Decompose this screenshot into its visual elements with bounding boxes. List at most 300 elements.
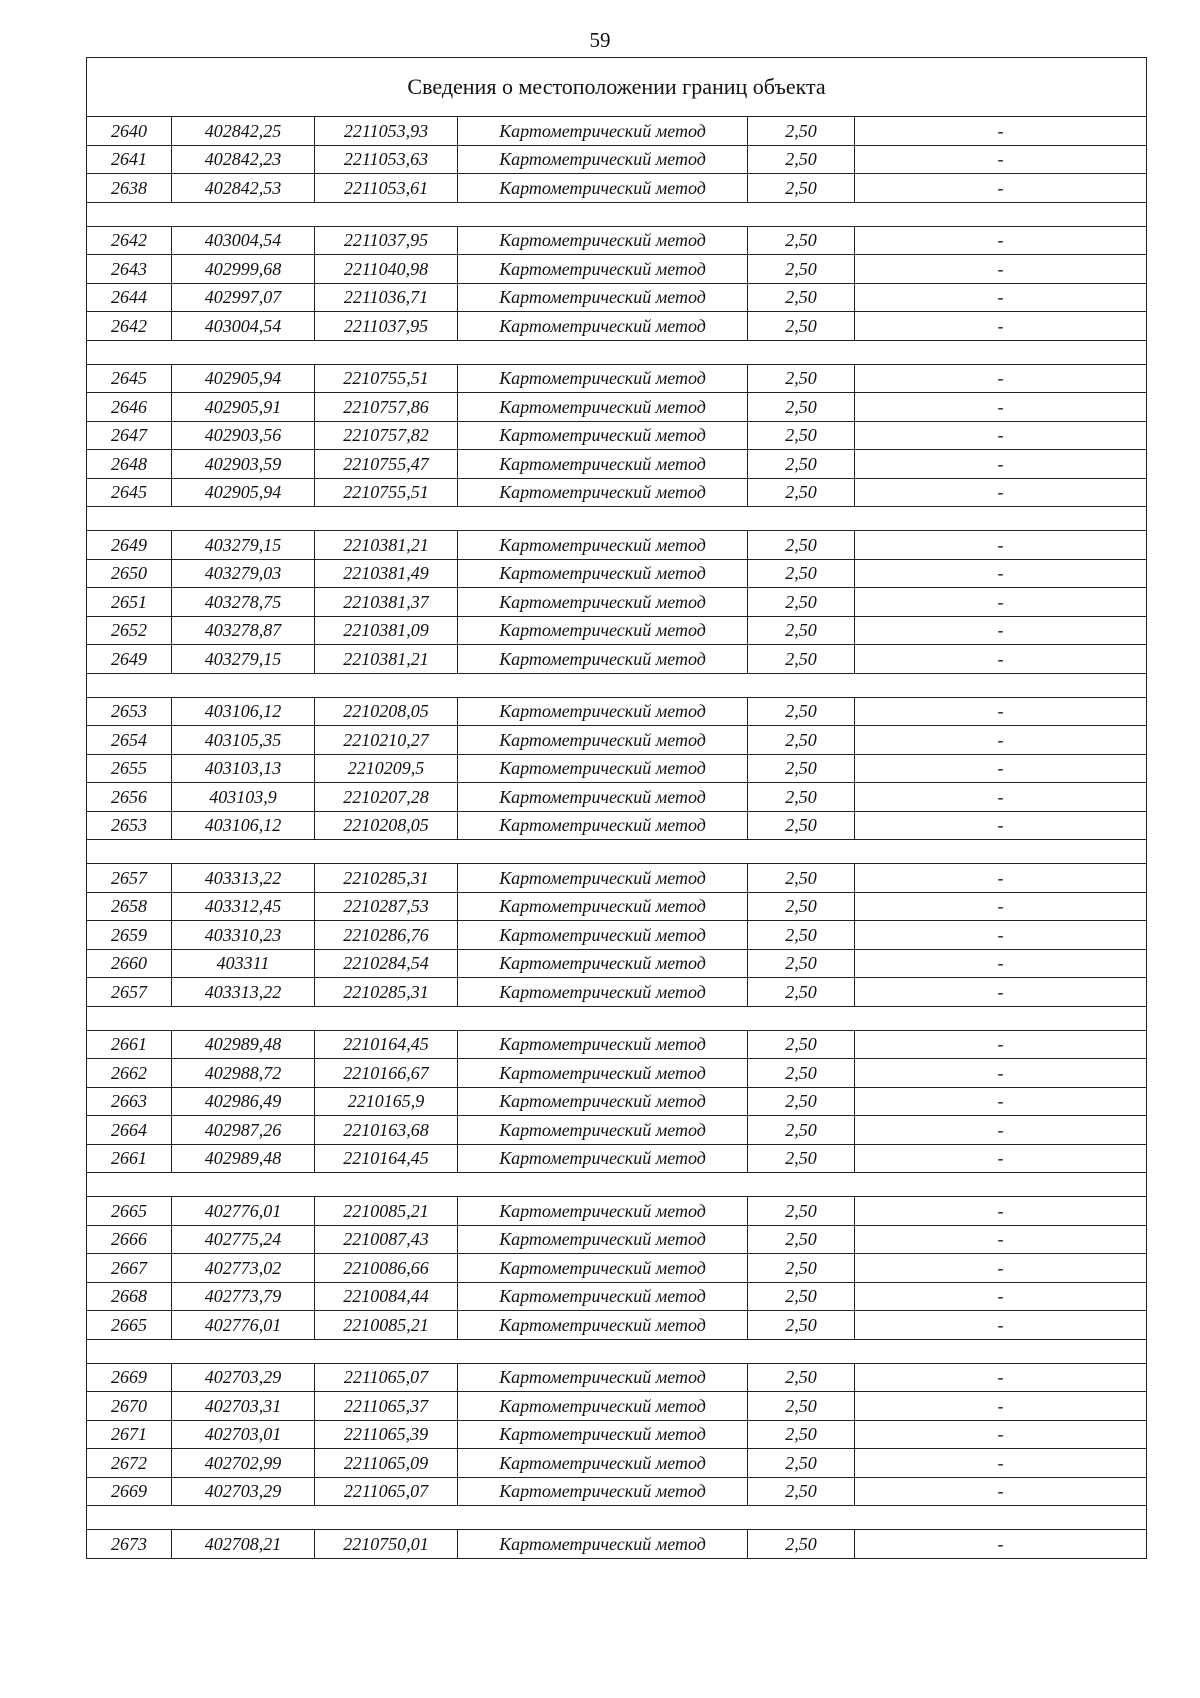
description-cell: -: [855, 1197, 1147, 1226]
method-cell: Картометрический метод: [458, 421, 748, 450]
method-cell: Картометрический метод: [458, 1449, 748, 1478]
description-cell: -: [855, 421, 1147, 450]
table-row: [87, 1392, 1147, 1421]
point-number-cell: 2667: [87, 1254, 172, 1283]
accuracy-cell: 2,50: [748, 978, 855, 1007]
x-coordinate-cell: 402987,26: [172, 1116, 315, 1145]
group-separator-row: [87, 1006, 1147, 1030]
x-coordinate-cell: 403278,75: [172, 588, 315, 617]
description-cell: -: [855, 393, 1147, 422]
accuracy-cell: 2,50: [748, 1030, 855, 1059]
x-coordinate-cell: 402773,79: [172, 1282, 315, 1311]
table-row: [87, 588, 1147, 617]
description-cell: -: [855, 1144, 1147, 1173]
method-cell: Картометрический метод: [458, 1363, 748, 1392]
description-cell: -: [855, 949, 1147, 978]
x-coordinate-cell: 402703,31: [172, 1392, 315, 1421]
y-coordinate-cell: 2210208,05: [315, 811, 458, 840]
description-cell: -: [855, 559, 1147, 588]
x-coordinate-cell: 402842,53: [172, 174, 315, 203]
table-row: [87, 1225, 1147, 1254]
group-separator-row: [87, 1506, 1147, 1530]
page-number: 59: [589, 28, 611, 52]
accuracy-cell: 2,50: [748, 421, 855, 450]
y-coordinate-cell: 2211040,98: [315, 255, 458, 284]
description-cell: -: [855, 1254, 1147, 1283]
y-coordinate-cell: 2210381,49: [315, 559, 458, 588]
accuracy-cell: 2,50: [748, 754, 855, 783]
description-cell: -: [855, 312, 1147, 341]
description-cell: -: [855, 1282, 1147, 1311]
method-cell: Картометрический метод: [458, 811, 748, 840]
x-coordinate-cell: 402989,48: [172, 1144, 315, 1173]
method-cell: Картометрический метод: [458, 478, 748, 507]
table-row: [87, 949, 1147, 978]
description-cell: -: [855, 754, 1147, 783]
description-cell: -: [855, 478, 1147, 507]
point-number-cell: 2653: [87, 811, 172, 840]
point-number-cell: 2654: [87, 726, 172, 755]
table-row: [87, 1449, 1147, 1478]
accuracy-cell: 2,50: [748, 531, 855, 560]
table-row: [87, 697, 1147, 726]
table-row: [87, 892, 1147, 921]
table-row: [87, 174, 1147, 203]
point-number-cell: 2653: [87, 697, 172, 726]
method-cell: Картометрический метод: [458, 117, 748, 146]
y-coordinate-cell: 2211037,95: [315, 312, 458, 341]
point-number-cell: 2656: [87, 783, 172, 812]
y-coordinate-cell: 2211037,95: [315, 226, 458, 255]
description-cell: -: [855, 697, 1147, 726]
y-coordinate-cell: 2210755,51: [315, 478, 458, 507]
x-coordinate-cell: 402989,48: [172, 1030, 315, 1059]
point-number-cell: 2652: [87, 616, 172, 645]
accuracy-cell: 2,50: [748, 811, 855, 840]
point-number-cell: 2661: [87, 1030, 172, 1059]
y-coordinate-cell: 2211065,07: [315, 1363, 458, 1392]
accuracy-cell: 2,50: [748, 588, 855, 617]
x-coordinate-cell: 402703,29: [172, 1363, 315, 1392]
accuracy-cell: 2,50: [748, 1392, 855, 1421]
x-coordinate-cell: 402776,01: [172, 1311, 315, 1340]
table-row: [87, 1144, 1147, 1173]
point-number-cell: 2649: [87, 531, 172, 560]
table-title: Сведения о местоположении границ объекта: [87, 58, 1147, 117]
y-coordinate-cell: 2211065,07: [315, 1477, 458, 1506]
method-cell: Картометрический метод: [458, 1477, 748, 1506]
table-title-row: [87, 58, 1147, 117]
x-coordinate-cell: 402842,25: [172, 117, 315, 146]
method-cell: Картометрический метод: [458, 364, 748, 393]
table-row: [87, 645, 1147, 674]
point-number-cell: 2648: [87, 450, 172, 479]
group-separator-row: [87, 340, 1147, 364]
x-coordinate-cell: 402703,29: [172, 1477, 315, 1506]
table-row: [87, 783, 1147, 812]
accuracy-cell: 2,50: [748, 1449, 855, 1478]
y-coordinate-cell: 2210084,44: [315, 1282, 458, 1311]
description-cell: -: [855, 783, 1147, 812]
method-cell: Картометрический метод: [458, 255, 748, 284]
accuracy-cell: 2,50: [748, 697, 855, 726]
accuracy-cell: 2,50: [748, 117, 855, 146]
x-coordinate-cell: 402775,24: [172, 1225, 315, 1254]
accuracy-cell: 2,50: [748, 1254, 855, 1283]
method-cell: Картометрический метод: [458, 1282, 748, 1311]
group-separator-cell: [87, 202, 1147, 226]
point-number-cell: 2657: [87, 864, 172, 893]
x-coordinate-cell: 403313,22: [172, 864, 315, 893]
accuracy-cell: 2,50: [748, 864, 855, 893]
accuracy-cell: 2,50: [748, 174, 855, 203]
point-number-cell: 2645: [87, 364, 172, 393]
table-row: [87, 921, 1147, 950]
point-number-cell: 2651: [87, 588, 172, 617]
table-row: [87, 1282, 1147, 1311]
y-coordinate-cell: 2210209,5: [315, 754, 458, 783]
y-coordinate-cell: 2210207,28: [315, 783, 458, 812]
point-number-cell: 2657: [87, 978, 172, 1007]
x-coordinate-cell: 403106,12: [172, 811, 315, 840]
y-coordinate-cell: 2210755,47: [315, 450, 458, 479]
table-row: [87, 531, 1147, 560]
description-cell: -: [855, 588, 1147, 617]
table-row: [87, 1197, 1147, 1226]
method-cell: Картометрический метод: [458, 1530, 748, 1559]
point-number-cell: 2638: [87, 174, 172, 203]
accuracy-cell: 2,50: [748, 255, 855, 284]
method-cell: Картометрический метод: [458, 559, 748, 588]
method-cell: Картометрический метод: [458, 1392, 748, 1421]
point-number-cell: 2641: [87, 145, 172, 174]
accuracy-cell: 2,50: [748, 226, 855, 255]
accuracy-cell: 2,50: [748, 1116, 855, 1145]
x-coordinate-cell: 402703,01: [172, 1420, 315, 1449]
x-coordinate-cell: 403312,45: [172, 892, 315, 921]
accuracy-cell: 2,50: [748, 1363, 855, 1392]
point-number-cell: 2672: [87, 1449, 172, 1478]
point-number-cell: 2642: [87, 312, 172, 341]
x-coordinate-cell: 402842,23: [172, 145, 315, 174]
y-coordinate-cell: 2211053,93: [315, 117, 458, 146]
method-cell: Картометрический метод: [458, 697, 748, 726]
group-separator-row: [87, 1173, 1147, 1197]
method-cell: Картометрический метод: [458, 1030, 748, 1059]
x-coordinate-cell: 402905,94: [172, 364, 315, 393]
method-cell: Картометрический метод: [458, 1311, 748, 1340]
point-number-cell: 2640: [87, 117, 172, 146]
x-coordinate-cell: 403103,9: [172, 783, 315, 812]
x-coordinate-cell: 403279,15: [172, 531, 315, 560]
method-cell: Картометрический метод: [458, 588, 748, 617]
x-coordinate-cell: 402773,02: [172, 1254, 315, 1283]
accuracy-cell: 2,50: [748, 1282, 855, 1311]
table-row: [87, 559, 1147, 588]
method-cell: Картометрический метод: [458, 1225, 748, 1254]
x-coordinate-cell: 403279,15: [172, 645, 315, 674]
point-number-cell: 2662: [87, 1059, 172, 1088]
method-cell: Картометрический метод: [458, 616, 748, 645]
point-number-cell: 2646: [87, 393, 172, 422]
table-row: [87, 1363, 1147, 1392]
x-coordinate-cell: 402708,21: [172, 1530, 315, 1559]
table-row: [87, 978, 1147, 1007]
method-cell: Картометрический метод: [458, 754, 748, 783]
accuracy-cell: 2,50: [748, 616, 855, 645]
y-coordinate-cell: 2210208,05: [315, 697, 458, 726]
y-coordinate-cell: 2210164,45: [315, 1144, 458, 1173]
table-row: [87, 616, 1147, 645]
description-cell: -: [855, 364, 1147, 393]
method-cell: Картометрический метод: [458, 312, 748, 341]
description-cell: -: [855, 1477, 1147, 1506]
group-separator-cell: [87, 673, 1147, 697]
point-number-cell: 2661: [87, 1144, 172, 1173]
method-cell: Картометрический метод: [458, 1059, 748, 1088]
description-cell: -: [855, 921, 1147, 950]
method-cell: Картометрический метод: [458, 450, 748, 479]
y-coordinate-cell: 2210381,21: [315, 531, 458, 560]
point-number-cell: 2642: [87, 226, 172, 255]
group-separator-cell: [87, 1006, 1147, 1030]
method-cell: Картометрический метод: [458, 145, 748, 174]
table-row: [87, 1420, 1147, 1449]
description-cell: -: [855, 1030, 1147, 1059]
method-cell: Картометрический метод: [458, 1420, 748, 1449]
point-number-cell: 2649: [87, 645, 172, 674]
point-number-cell: 2673: [87, 1530, 172, 1559]
y-coordinate-cell: 2210381,09: [315, 616, 458, 645]
x-coordinate-cell: 402903,59: [172, 450, 315, 479]
accuracy-cell: 2,50: [748, 645, 855, 674]
point-number-cell: 2659: [87, 921, 172, 950]
point-number-cell: 2655: [87, 754, 172, 783]
method-cell: Картометрический метод: [458, 921, 748, 950]
description-cell: -: [855, 1420, 1147, 1449]
method-cell: Картометрический метод: [458, 726, 748, 755]
description-cell: -: [855, 1311, 1147, 1340]
accuracy-cell: 2,50: [748, 312, 855, 341]
table-row: [87, 255, 1147, 284]
accuracy-cell: 2,50: [748, 921, 855, 950]
table-row: [87, 1254, 1147, 1283]
x-coordinate-cell: 402999,68: [172, 255, 315, 284]
table-row: [87, 478, 1147, 507]
y-coordinate-cell: 2210164,45: [315, 1030, 458, 1059]
group-separator-row: [87, 202, 1147, 226]
accuracy-cell: 2,50: [748, 1530, 855, 1559]
accuracy-cell: 2,50: [748, 1087, 855, 1116]
method-cell: Картометрический метод: [458, 783, 748, 812]
group-separator-row: [87, 507, 1147, 531]
accuracy-cell: 2,50: [748, 949, 855, 978]
method-cell: Картометрический метод: [458, 1116, 748, 1145]
method-cell: Картометрический метод: [458, 1144, 748, 1173]
x-coordinate-cell: 402905,91: [172, 393, 315, 422]
table-row: [87, 1311, 1147, 1340]
accuracy-cell: 2,50: [748, 783, 855, 812]
point-number-cell: 2658: [87, 892, 172, 921]
y-coordinate-cell: 2210163,68: [315, 1116, 458, 1145]
description-cell: -: [855, 1530, 1147, 1559]
description-cell: -: [855, 1392, 1147, 1421]
y-coordinate-cell: 2210757,86: [315, 393, 458, 422]
x-coordinate-cell: 403004,54: [172, 226, 315, 255]
method-cell: Картометрический метод: [458, 949, 748, 978]
x-coordinate-cell: 403311: [172, 949, 315, 978]
method-cell: Картометрический метод: [458, 531, 748, 560]
y-coordinate-cell: 2210284,54: [315, 949, 458, 978]
point-number-cell: 2665: [87, 1197, 172, 1226]
description-cell: -: [855, 864, 1147, 893]
description-cell: -: [855, 811, 1147, 840]
table-row: [87, 1059, 1147, 1088]
y-coordinate-cell: 2210755,51: [315, 364, 458, 393]
accuracy-cell: 2,50: [748, 1477, 855, 1506]
accuracy-cell: 2,50: [748, 1420, 855, 1449]
method-cell: Картометрический метод: [458, 1197, 748, 1226]
y-coordinate-cell: 2210381,21: [315, 645, 458, 674]
table-row: [87, 421, 1147, 450]
description-cell: -: [855, 1449, 1147, 1478]
table-row: [87, 754, 1147, 783]
point-number-cell: 2670: [87, 1392, 172, 1421]
accuracy-cell: 2,50: [748, 478, 855, 507]
group-separator-cell: [87, 840, 1147, 864]
description-cell: -: [855, 1087, 1147, 1116]
accuracy-cell: 2,50: [748, 393, 855, 422]
table-row: [87, 283, 1147, 312]
x-coordinate-cell: 403313,22: [172, 978, 315, 1007]
group-separator-cell: [87, 507, 1147, 531]
table-row: [87, 1477, 1147, 1506]
group-separator-cell: [87, 1339, 1147, 1363]
accuracy-cell: 2,50: [748, 145, 855, 174]
table-row: [87, 393, 1147, 422]
point-number-cell: 2647: [87, 421, 172, 450]
y-coordinate-cell: 2210087,43: [315, 1225, 458, 1254]
description-cell: -: [855, 145, 1147, 174]
method-cell: Картометрический метод: [458, 978, 748, 1007]
point-number-cell: 2668: [87, 1282, 172, 1311]
y-coordinate-cell: 2210750,01: [315, 1530, 458, 1559]
y-coordinate-cell: 2211053,63: [315, 145, 458, 174]
point-number-cell: 2643: [87, 255, 172, 284]
y-coordinate-cell: 2210085,21: [315, 1197, 458, 1226]
method-cell: Картометрический метод: [458, 864, 748, 893]
y-coordinate-cell: 2211065,09: [315, 1449, 458, 1478]
table-row: [87, 1030, 1147, 1059]
description-cell: -: [855, 117, 1147, 146]
accuracy-cell: 2,50: [748, 892, 855, 921]
y-coordinate-cell: 2210210,27: [315, 726, 458, 755]
group-separator-row: [87, 673, 1147, 697]
accuracy-cell: 2,50: [748, 1059, 855, 1088]
y-coordinate-cell: 2210285,31: [315, 978, 458, 1007]
point-number-cell: 2660: [87, 949, 172, 978]
point-number-cell: 2663: [87, 1087, 172, 1116]
method-cell: Картометрический метод: [458, 393, 748, 422]
table-row: [87, 312, 1147, 341]
y-coordinate-cell: 2210381,37: [315, 588, 458, 617]
x-coordinate-cell: 403103,13: [172, 754, 315, 783]
method-cell: Картометрический метод: [458, 645, 748, 674]
description-cell: -: [855, 283, 1147, 312]
table-row: [87, 117, 1147, 146]
point-number-cell: 2644: [87, 283, 172, 312]
table-row: [87, 811, 1147, 840]
method-cell: Картометрический метод: [458, 226, 748, 255]
description-cell: -: [855, 645, 1147, 674]
method-cell: Картометрический метод: [458, 892, 748, 921]
accuracy-cell: 2,50: [748, 450, 855, 479]
y-coordinate-cell: 2210287,53: [315, 892, 458, 921]
table-row: [87, 1530, 1147, 1559]
group-separator-row: [87, 840, 1147, 864]
y-coordinate-cell: 2210166,67: [315, 1059, 458, 1088]
group-separator-cell: [87, 340, 1147, 364]
y-coordinate-cell: 2211036,71: [315, 283, 458, 312]
table-row: [87, 364, 1147, 393]
y-coordinate-cell: 2210086,66: [315, 1254, 458, 1283]
x-coordinate-cell: 403310,23: [172, 921, 315, 950]
description-cell: -: [855, 892, 1147, 921]
y-coordinate-cell: 2210757,82: [315, 421, 458, 450]
point-number-cell: 2669: [87, 1363, 172, 1392]
accuracy-cell: 2,50: [748, 726, 855, 755]
accuracy-cell: 2,50: [748, 1144, 855, 1173]
description-cell: -: [855, 726, 1147, 755]
y-coordinate-cell: 2210085,21: [315, 1311, 458, 1340]
method-cell: Картометрический метод: [458, 174, 748, 203]
x-coordinate-cell: 403106,12: [172, 697, 315, 726]
description-cell: -: [855, 1363, 1147, 1392]
y-coordinate-cell: 2210286,76: [315, 921, 458, 950]
accuracy-cell: 2,50: [748, 1197, 855, 1226]
accuracy-cell: 2,50: [748, 1311, 855, 1340]
x-coordinate-cell: 402905,94: [172, 478, 315, 507]
table-row: [87, 864, 1147, 893]
x-coordinate-cell: 402903,56: [172, 421, 315, 450]
table-row: [87, 1087, 1147, 1116]
x-coordinate-cell: 403278,87: [172, 616, 315, 645]
description-cell: -: [855, 174, 1147, 203]
point-number-cell: 2671: [87, 1420, 172, 1449]
y-coordinate-cell: 2210285,31: [315, 864, 458, 893]
point-number-cell: 2650: [87, 559, 172, 588]
x-coordinate-cell: 403105,35: [172, 726, 315, 755]
y-coordinate-cell: 2210165,9: [315, 1087, 458, 1116]
x-coordinate-cell: 402702,99: [172, 1449, 315, 1478]
boundary-coordinates-table: [86, 57, 1147, 1559]
x-coordinate-cell: 402986,49: [172, 1087, 315, 1116]
table-row: [87, 145, 1147, 174]
point-number-cell: 2664: [87, 1116, 172, 1145]
group-separator-cell: [87, 1506, 1147, 1530]
accuracy-cell: 2,50: [748, 559, 855, 588]
point-number-cell: 2666: [87, 1225, 172, 1254]
group-separator-cell: [87, 1173, 1147, 1197]
point-number-cell: 2669: [87, 1477, 172, 1506]
description-cell: -: [855, 1116, 1147, 1145]
point-number-cell: 2645: [87, 478, 172, 507]
accuracy-cell: 2,50: [748, 283, 855, 312]
y-coordinate-cell: 2211065,37: [315, 1392, 458, 1421]
x-coordinate-cell: 402997,07: [172, 283, 315, 312]
description-cell: -: [855, 531, 1147, 560]
description-cell: -: [855, 1059, 1147, 1088]
